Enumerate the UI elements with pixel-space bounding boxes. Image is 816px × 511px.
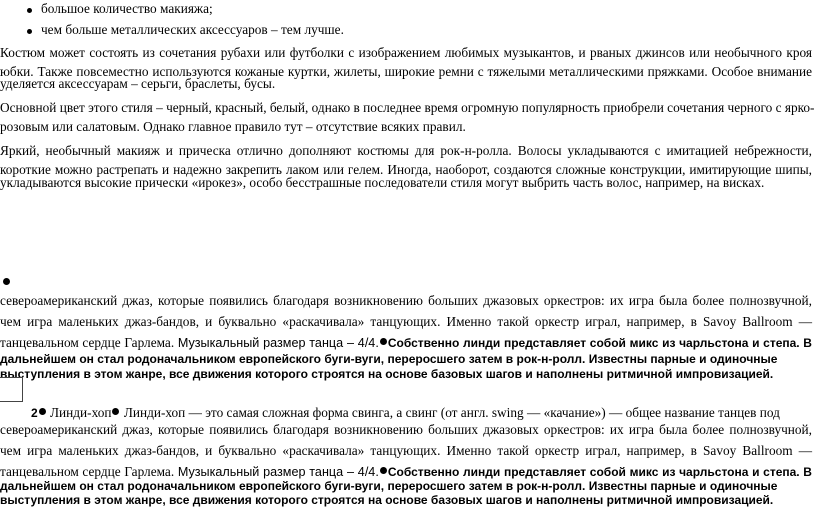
paragraph-line: Яркий, необычный макияж и прическа отлично дополняют костюмы для рок-н-ролла. Волосы укладываются с имитацией небрежности, bbox=[0, 143, 812, 158]
text-run: Музыкальный размер танца – 4/4. bbox=[177, 465, 379, 479]
bullet-dot bbox=[112, 408, 119, 415]
bullet-dot bbox=[27, 29, 32, 34]
text-run-bold: Собственно линди представляет собой микс из чарльстона и степа. В bbox=[387, 465, 812, 479]
paragraph-line: уделяется аксессуарам – серьги, браслеты, бусы. bbox=[0, 76, 276, 91]
bullet-item: большое количество макияжа; bbox=[41, 1, 213, 16]
paragraph-line: чем игра маленьких джаз-бандов, и буквально «раскачивала» танцующих. Именно такой оркестр играл, например, в Savoy Ballroom — bbox=[0, 314, 812, 329]
bullet-dot bbox=[3, 278, 10, 285]
paragraph-line-bold: выступления в этом жанре, все движения которого строятся на основе базовых шагов и наполнены ритмичной импровизацией. bbox=[0, 493, 774, 507]
bullet-dot bbox=[39, 408, 46, 415]
list-number: 2 bbox=[31, 406, 38, 420]
bullet-dot bbox=[27, 8, 32, 13]
text-run: танцевальном сердце Гарлема. bbox=[0, 464, 175, 479]
text-run: Музыкальный размер танца – 4/4. bbox=[177, 336, 379, 350]
text-run: танцевальном сердце Гарлема. bbox=[0, 335, 175, 350]
bullet-dot bbox=[380, 467, 387, 474]
paragraph-line: Основной цвет этого стиля – черный, красный, белый, однако в последнее время огромную популярность приобрели сочетания черного с ярко- bbox=[0, 100, 815, 115]
empty-frame bbox=[0, 377, 23, 402]
paragraph-line: чем игра маленьких джаз-бандов, и буквально «раскачивала» танцующих. Именно такой оркестр играл, например, в Savoy Ballroom — bbox=[0, 443, 812, 458]
paragraph-line: короткие можно растрепать и надежно закрепить лаком или гелем. Иногда, наоборот, создаются сложные конструкции, имитирующие шипы, bbox=[0, 162, 812, 177]
paragraph-line: юбки. Также повсеместно используются кожаные куртки, жилеты, широкие ремни с тяжелыми металлическими пряжками. Особое внимание bbox=[0, 64, 812, 79]
paragraph-line: североамериканский джаз, которые появились благодаря возникновению больших джазовых оркестров: их игра была более полнозвучной, bbox=[0, 422, 812, 437]
paragraph-line-bold: выступления в этом жанре, все движения которого строятся на основе базовых шагов и наполнены ритмичной импровизацией. bbox=[0, 367, 774, 381]
text-run-bold: Собственно линди представляет собой микс из чарльстона и степа. В bbox=[387, 336, 812, 350]
paragraph-line: североамериканский джаз, которые появились благодаря возникновению больших джазовых оркестров: их игра была более полнозвучной, bbox=[0, 293, 812, 308]
text-run: Линди-хоп — это самая сложная форма свинга, а свинг (от англ. swing — «качание») — общее название танцев под bbox=[123, 405, 780, 420]
bullet-dot bbox=[380, 338, 387, 345]
text-run: Линди-хоп bbox=[50, 405, 112, 420]
paragraph-line: укладываются высокие прически «ирокез», особо бесстрашные последователи стиля могут выбрить часть волос, например, на висках. bbox=[0, 175, 765, 190]
bullet-item: чем больше металлических аксессуаров – тем лучше. bbox=[41, 22, 344, 37]
paragraph-line: розовым или салатовым. Однако главное правило тут – отсутствие всяких правил. bbox=[0, 119, 466, 134]
paragraph-line-bold: дальнейшем он стал родоначальником европейского буги-вуги, переросшего затем в рок-н-ролл. Известны парные и одиночные bbox=[0, 479, 778, 493]
paragraph-line: Костюм может состоять из сочетания рубахи или футболки с изображением любимых музыкантов, и рваных джинсов или необычного кроя bbox=[0, 45, 812, 60]
paragraph-line-bold: дальнейшем он стал родоначальником европейского буги-вуги, переросшего затем в рок-н-ролл. Известны парные и одиночные bbox=[0, 352, 778, 366]
